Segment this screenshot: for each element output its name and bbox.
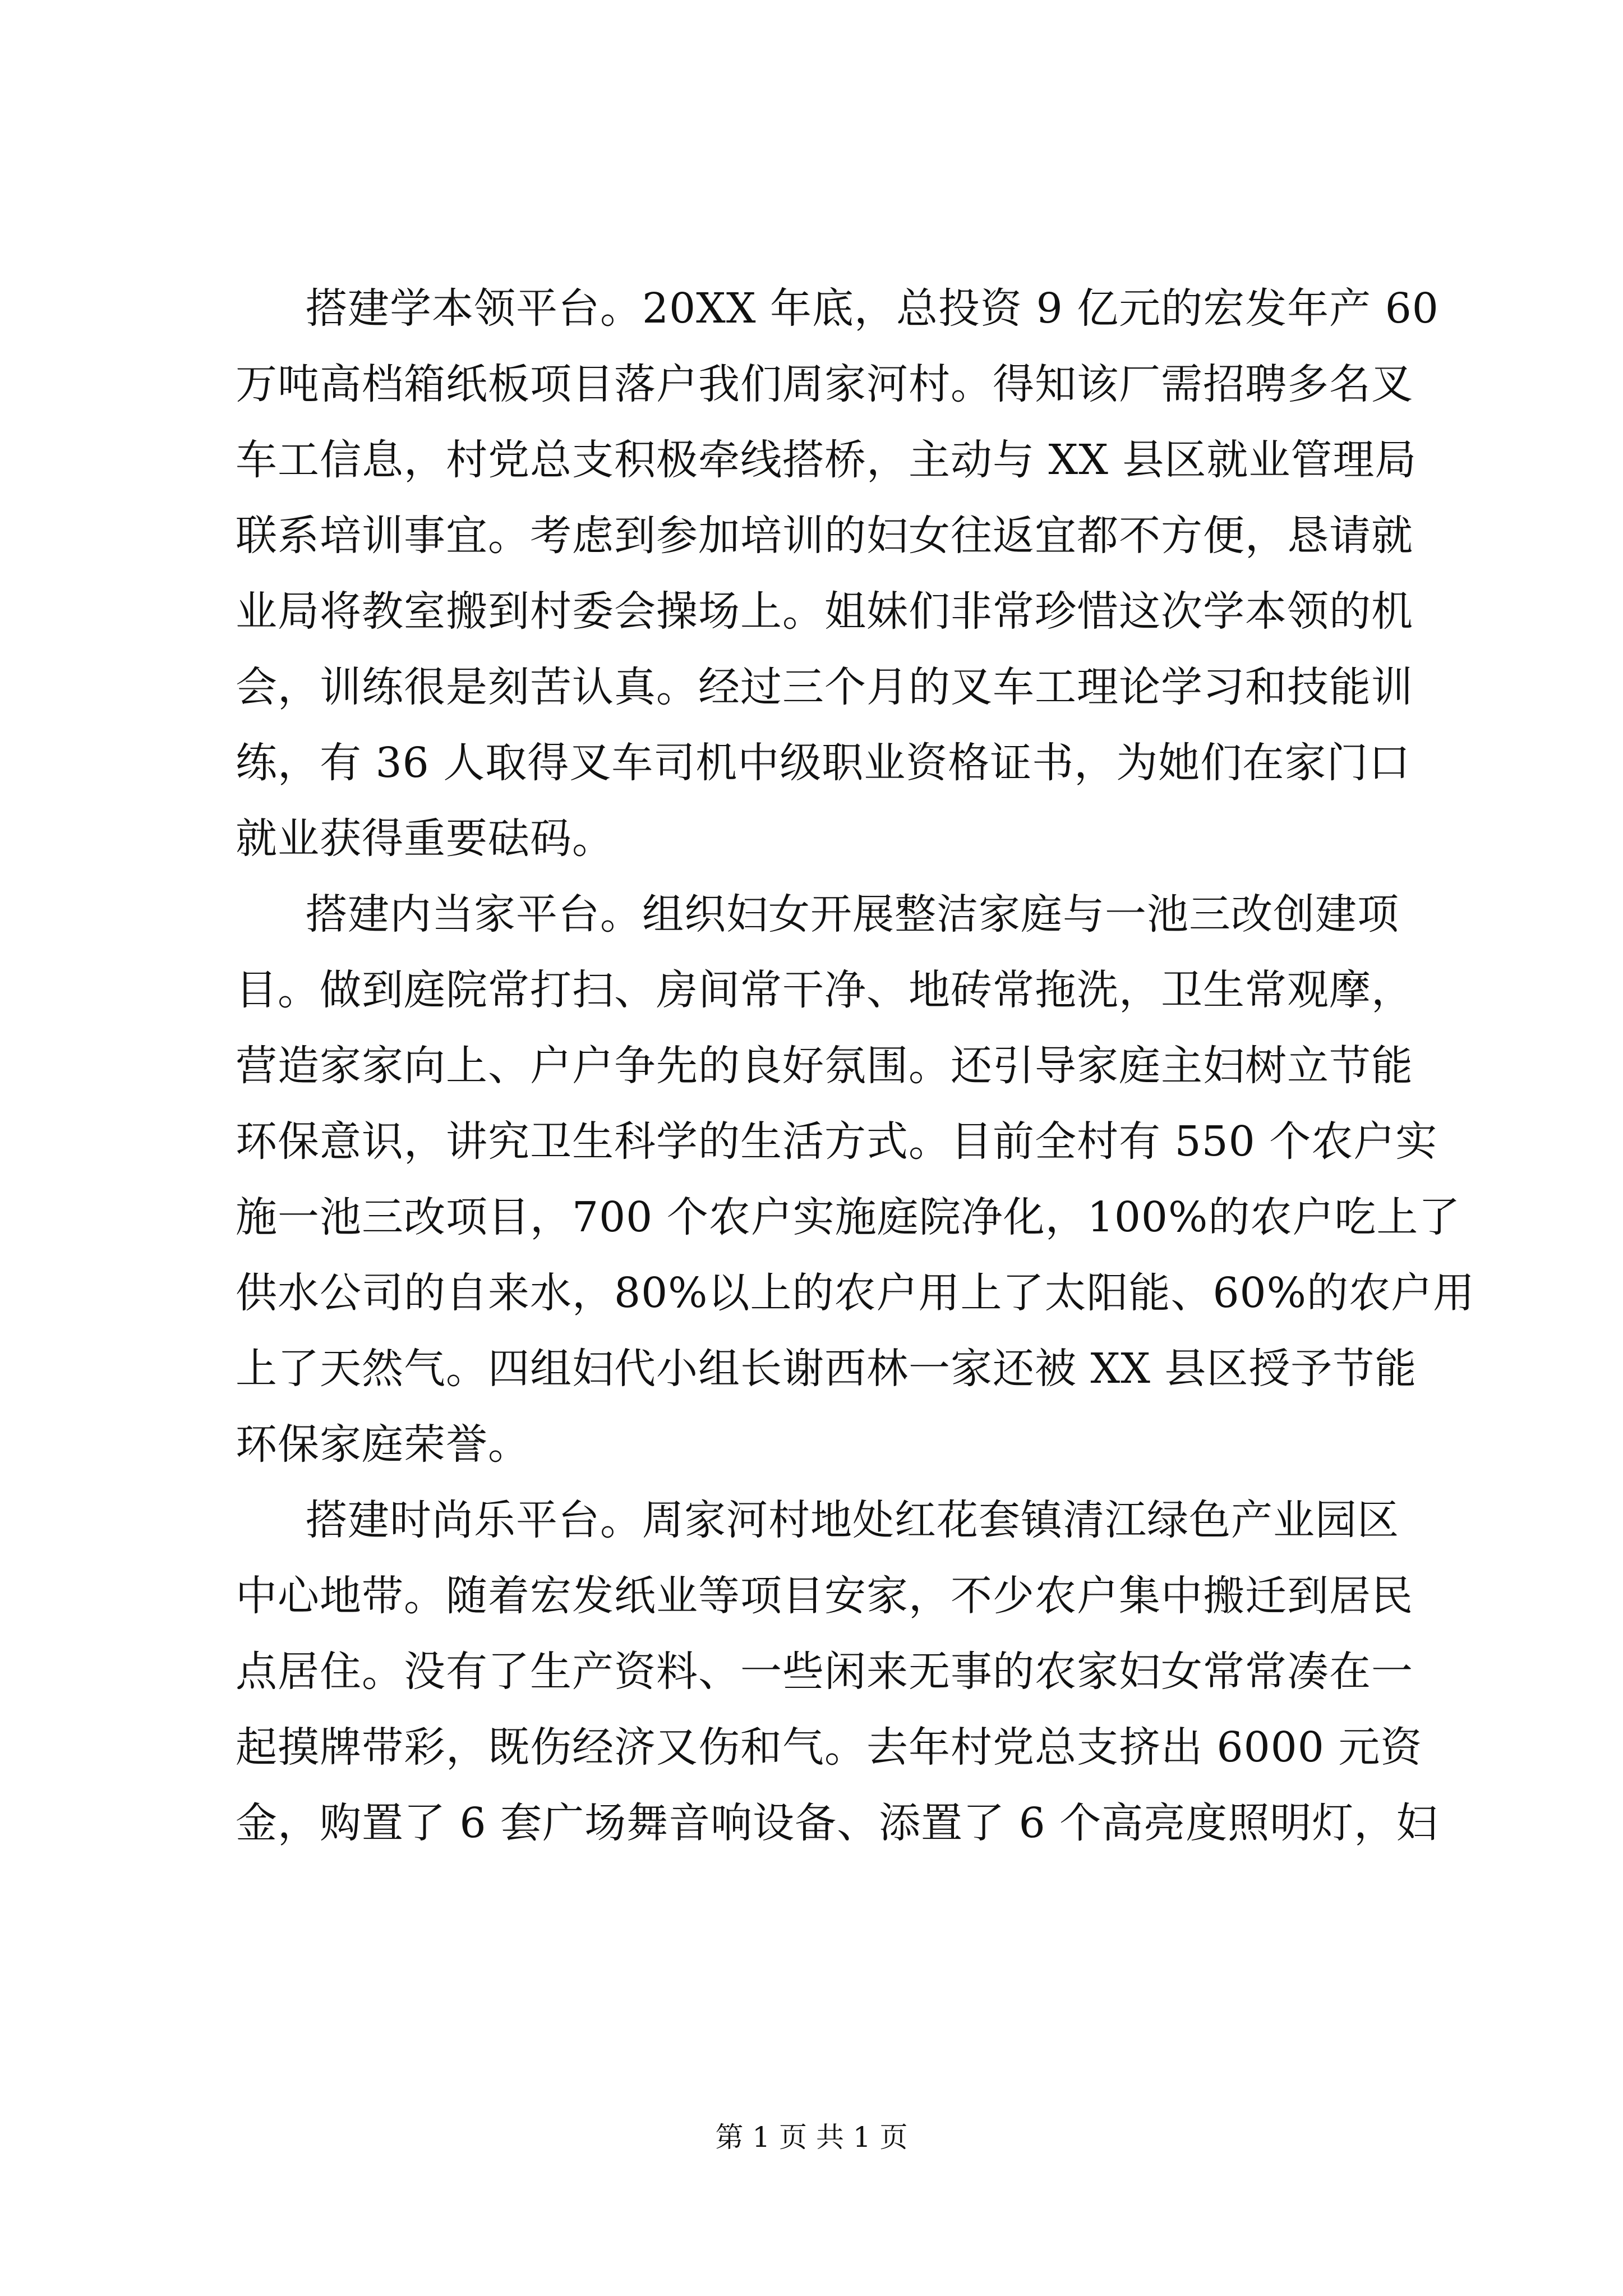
text-line: 搭建内当家平台。组织妇女开展整洁家庭与一池三改创建项 [306,890,1399,938]
text-line: 练，有 36 人取得叉车司机中级职业资格证书，为她们在家门口 [236,739,1411,787]
text-line: 目。做到庭院常打扫、房间常干净、地砖常拖洗，卫生常观摩， [236,966,1413,1014]
text-line: 施一池三改项目，700 个农户实施庭院净化，100%的农户吃上了 [236,1193,1461,1241]
text-line: 环保家庭荣誉。 [236,1420,530,1469]
text-line: 点居住。没有了生产资料、一些闲来无事的农家妇女常常凑在一 [236,1648,1413,1696]
text-line: 环保意识，讲究卫生科学的生活方式。目前全村有 550 个农户实 [236,1117,1438,1166]
text-line: 万吨高档箱纸板项目落户我们周家河村。得知该厂需招聘多名叉 [236,360,1413,408]
text-line: 起摸牌带彩，既伤经济又伤和气。去年村党总支挤出 6000 元资 [236,1723,1423,1772]
text-line: 业局将教室搬到村委会操场上。姐妹们非常珍惜这次学本领的机 [236,587,1413,636]
text-line: 营造家家向上、户户争先的良好氛围。还引导家庭主妇树立节能 [236,1042,1413,1090]
page-footer: 第 1 页 共 1 页 [715,2121,908,2154]
text-line: 中心地带。随着宏发纸业等项目安家，不少农户集中搬迁到居民 [236,1572,1413,1620]
text-line: 金，购置了 6 套广场舞音响设备、添置了 6 个高亮度照明灯，妇 [236,1799,1438,1847]
text-line: 会，训练很是刻苦认真。经过三个月的叉车工理论学习和技能训 [236,663,1413,711]
text-line: 上了天然气。四组妇代小组长谢西林一家还被 XX 县区授予节能 [236,1345,1417,1393]
text-line: 搭建时尚乐平台。周家河村地处红花套镇清江绿色产业园区 [306,1496,1399,1544]
text-line: 供水公司的自来水，80%以上的农户用上了太阳能、60%的农户用 [236,1269,1475,1317]
text-line: 联系培训事宜。考虑到参加培训的妇女往返宜都不方便，恳请就 [236,512,1413,560]
text-line: 就业获得重要砝码。 [236,815,614,863]
text-line: 搭建学本领平台。20XX 年底，总投资 9 亿元的宏发年产 60 [306,284,1439,333]
text-line: 车工信息，村党总支积极牵线搭桥，主动与 XX 县区就业管理局 [236,436,1417,484]
